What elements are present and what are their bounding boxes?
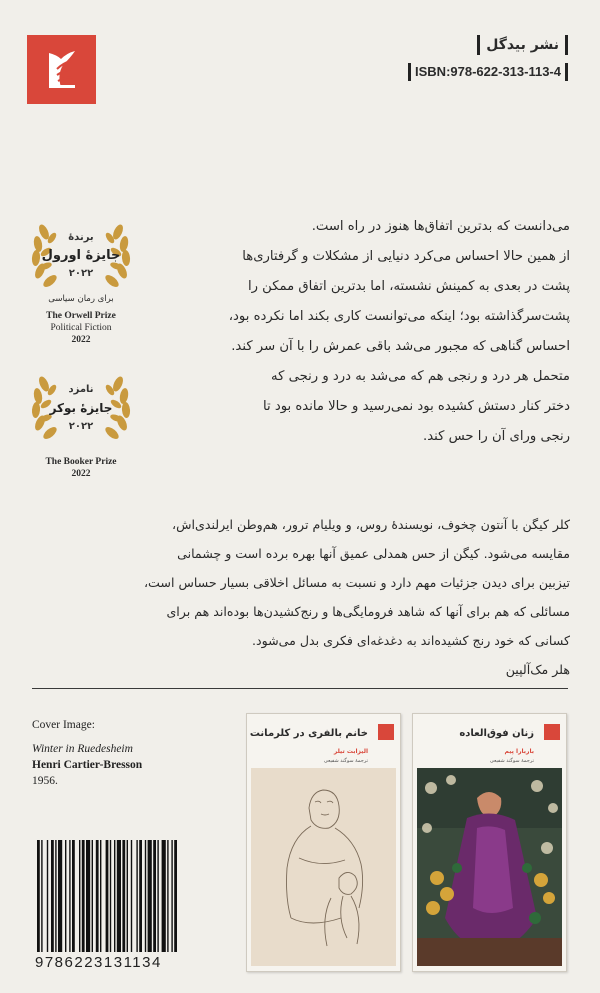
award-name: جایزهٔ بوکر: [49, 401, 113, 415]
review-line: مقایسه می‌شود. کیگن از حس همدلی عمیق آنها بهره برده است و چشمانی: [177, 546, 570, 561]
award-en-name: The Orwell Prize: [46, 311, 116, 321]
description-line: پشت‌سرگذاشته بود؛ اینکه می‌توانست کاری بکند اما نکرده بود،: [228, 309, 570, 324]
review-line: کلر کیگن با آنتون چخوف، نویسندهٔ روس، و ویلیام ترور، هم‌وطن ایرلندی‌اش،: [172, 517, 570, 532]
award-en-sub: Political Fiction: [50, 323, 112, 333]
publisher-logo: [27, 35, 96, 104]
booker-prize-badge: [22, 370, 140, 482]
credits-label: Cover Image:: [32, 719, 95, 731]
book-title: خانم بالفری در کلرمانت: [249, 728, 368, 739]
publisher-mini-logo: [378, 724, 394, 740]
description-line: رنجی ورای آن را حس کند.: [423, 429, 570, 444]
book-leaf-icon: [27, 35, 96, 104]
credits-year: 1956.: [32, 775, 58, 787]
related-book-cover[interactable]: [412, 713, 567, 972]
painting-illustration: [417, 768, 562, 966]
book-description: [150, 212, 570, 452]
description-line: احساس گناهی که مجبور می‌شد باقی عمرش را با آن سر کند.: [231, 339, 570, 354]
related-book-cover[interactable]: [246, 713, 401, 972]
cover-credits: [32, 717, 192, 789]
award-name: جایزهٔ اورول: [41, 248, 121, 263]
book-author: باربارا پیم: [504, 748, 534, 755]
award-category: برای رمان سیاسی: [48, 294, 114, 304]
review-line: تیزبین برای دیدن جزئیات مهم دارد و نسبت به مسائل اخلاقی بسیار حساس است،: [143, 575, 570, 590]
book-translator: ترجمهٔ سوگند شفیعی: [323, 758, 368, 764]
award-status: نامزد: [68, 384, 94, 395]
publisher-mini-logo: [544, 724, 560, 740]
credits-artist: Henri Cartier-Bresson: [32, 759, 143, 771]
book-title: زنان فوق‌العاده: [459, 728, 534, 739]
award-year: ۲۰۲۲: [68, 421, 94, 432]
divider: [32, 688, 568, 689]
sketch-illustration: [251, 768, 396, 966]
review-quote: [30, 510, 570, 684]
publisher-name: نشر بیدگل: [477, 35, 568, 55]
award-status: برندهٔ: [68, 232, 94, 243]
description-line: متحمل هر درد و رنجی هم که می‌شد به درد و رنجی که: [271, 369, 570, 384]
award-en-name: The Booker Prize: [45, 457, 117, 467]
barcode: [37, 840, 228, 952]
award-en-year: 2022: [71, 335, 91, 345]
book-translator: ترجمهٔ سوگند شفیعی: [489, 758, 534, 764]
description-line: می‌دانست که بدترین اتفاق‌ها هنوز در راه است.: [311, 219, 570, 234]
book-author: الیزابت تیلر: [333, 748, 368, 755]
award-en-year: 2022: [71, 469, 91, 479]
credits-title: Winter in Ruedesheim: [32, 743, 133, 755]
description-line: دختر کنار دستش کشیده بود نمی‌رسید و حالا مانده بود تا: [262, 399, 570, 414]
description-line: پشت در بعدی به کمینش نشسته، اما بدترین اتفاق ممکن را: [247, 279, 570, 294]
description-line: از همین حالا احساس می‌کرد دنیایی از مشکلات و گرفتاری‌ها: [242, 249, 570, 264]
review-source: هلر مک‌آلپین: [505, 662, 570, 677]
barcode-number: 9786223131134: [35, 954, 162, 971]
isbn: ISBN:978-622-313-113-4: [408, 63, 568, 81]
review-line: کسانی که خود رنج کشیده‌اند به دغدغه‌ای فکری بدل می‌شود.: [251, 633, 570, 648]
award-year: ۲۰۲۲: [68, 268, 94, 279]
orwell-prize-badge: [22, 218, 140, 345]
review-line: مسائلی که هم برای آنها که شاهد فرومایگی‌ها و رنج‌کشیدن‌ها بوده‌اند هم برای: [166, 604, 570, 619]
